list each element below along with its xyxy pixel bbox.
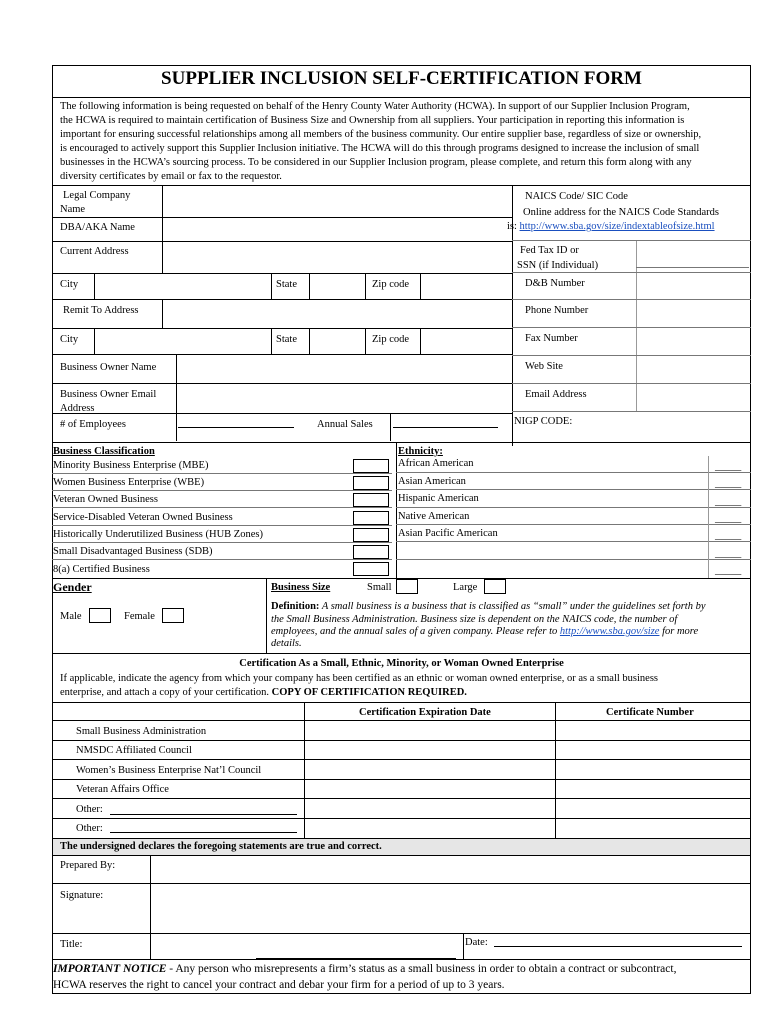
- zip-input[interactable]: [421, 329, 511, 353]
- size-definition-line3: employees, and the annual sales of a given company. Please refer to http://www.sba.gov/size for more: [271, 626, 699, 637]
- classification-heading: Business Classification: [53, 446, 155, 457]
- signature-input[interactable]: [151, 884, 750, 932]
- employees-input[interactable]: [178, 427, 294, 428]
- col-number-header: Certificate Number: [606, 707, 694, 718]
- large-label: Large: [453, 582, 478, 593]
- zip-label: Zip code: [372, 334, 410, 345]
- certification-text-2: enterprise, and attach a copy of your certification. COPY OF CERTIFICATION REQUIRED.: [60, 687, 467, 698]
- male-checkbox[interactable]: [89, 608, 111, 623]
- agency-other-label: Other:: [76, 823, 103, 834]
- classification-item: Small Disadvantaged Business (SDB): [53, 546, 213, 557]
- agency-other-input[interactable]: [110, 814, 297, 815]
- dnb-input[interactable]: [637, 273, 749, 298]
- size-definition-line4: details.: [271, 638, 302, 649]
- intro-line: diversity certificates by email or fax to the requestor.: [60, 171, 282, 182]
- ssn-label: SSN (if Individual): [517, 260, 599, 271]
- size-definition-line1: Definition: A small business is a business that is classified as “small” under the guidelines set forth by: [271, 601, 706, 612]
- zip-label: Zip code: [372, 279, 410, 290]
- prepared-by-label: Prepared By:: [60, 860, 116, 871]
- date-label: Date:: [465, 937, 488, 948]
- ethnicity-item: African American: [398, 458, 474, 469]
- city-input[interactable]: [95, 274, 270, 298]
- agency-va: Veteran Affairs Office: [76, 784, 169, 795]
- agency-other-input[interactable]: [110, 832, 297, 833]
- ethnicity-extra-blank[interactable]: _____: [715, 548, 742, 559]
- ethnicity-item: Native American: [398, 511, 470, 522]
- hispanic-american-blank[interactable]: _____: [715, 496, 742, 507]
- title-label: Title:: [60, 939, 83, 950]
- employees-label: # of Employees: [60, 419, 126, 430]
- fax-input[interactable]: [637, 328, 749, 354]
- current-address-input[interactable]: [162, 241, 513, 274]
- annual-sales-label: Annual Sales: [317, 419, 373, 430]
- intro-line: The following information is being requested on behalf of the Henry County Water Authority (HCWA). In support of our Supplier Inclusion Program,: [60, 101, 690, 112]
- classification-item: Veteran Owned Business: [53, 494, 158, 505]
- title-input[interactable]: [151, 934, 461, 958]
- nigp-label: NIGP CODE:: [514, 416, 573, 427]
- wbe-checkbox[interactable]: [353, 476, 389, 490]
- intro-line: the HCWA is required to maintain certification of Business Size and Ownership from all suppliers. Your participation in reporting this information is: [60, 115, 685, 126]
- fax-label: Fax Number: [525, 333, 578, 344]
- native-american-blank[interactable]: _____: [715, 513, 742, 524]
- remit-input[interactable]: [162, 299, 513, 329]
- agency-wbenc: Women’s Business Enterprise Nat’l Council: [76, 765, 262, 776]
- agency-other-label: Other:: [76, 804, 103, 815]
- sba-size-link[interactable]: http://www.sba.gov/size: [559, 626, 660, 637]
- phone-label: Phone Number: [525, 305, 589, 316]
- small-label: Small: [367, 582, 392, 593]
- large-checkbox[interactable]: [484, 579, 506, 594]
- phone-input[interactable]: [637, 300, 749, 326]
- ethnicity-item: Asian Pacific American: [398, 528, 498, 539]
- state-input[interactable]: [310, 329, 365, 353]
- important-notice-line2: HCWA reserves the right to cancel your contract and debar your firm for a period of up to 3 years.: [53, 979, 505, 991]
- intro-line: is encouraged to actively support this Supplier Inclusion initiative. The HCWA will do this through programs designed to increase the inclusion of small: [60, 143, 700, 154]
- gender-heading: Gender: [53, 580, 92, 594]
- legal-company-label-2: Name: [60, 204, 86, 215]
- sdvob-checkbox[interactable]: [353, 511, 389, 525]
- mbe-checkbox[interactable]: [353, 459, 389, 473]
- dba-label: DBA/AKA Name: [60, 222, 135, 233]
- classification-item: Historically Underutilized Business (HUB Zones): [53, 529, 263, 540]
- web-label: Web Site: [525, 361, 563, 372]
- owner-name-input[interactable]: [177, 355, 511, 382]
- certification-heading: Certification As a Small, Ethnic, Minority, or Woman Owned Enterprise: [239, 658, 564, 669]
- ethnicity-extra-blank[interactable]: _____: [715, 565, 742, 576]
- male-label: Male: [60, 611, 82, 622]
- city-label: City: [60, 334, 79, 345]
- classification-item: Women Business Enterprise (WBE): [53, 477, 205, 488]
- agency-sba: Small Business Administration: [76, 726, 207, 737]
- date-input[interactable]: [494, 946, 742, 947]
- naics-link[interactable]: http://www.sba.gov/size/indextableofsize.html: [519, 221, 715, 232]
- signature-label: Signature:: [60, 890, 104, 901]
- email-input[interactable]: [637, 384, 749, 410]
- state-label: State: [276, 279, 297, 290]
- annual-sales-input[interactable]: [393, 427, 498, 428]
- dba-input[interactable]: [163, 218, 511, 240]
- veteran-checkbox[interactable]: [353, 493, 389, 507]
- naics-link-line: is: http://www.sba.gov/size/indextableofsize.html: [507, 221, 715, 232]
- classification-item: Minority Business Enterprise (MBE): [53, 460, 209, 471]
- agency-nmsdc: NMSDC Affiliated Council: [76, 745, 192, 756]
- 8a-checkbox[interactable]: [353, 562, 389, 576]
- important-notice-line1: IMPORTANT NOTICE - Any person who misrepresents a firm’s status as a small business in order to obtain a contract or subcontract,: [53, 963, 677, 975]
- classification-item: 8(a) Certified Business: [53, 564, 150, 575]
- state-input[interactable]: [310, 274, 365, 298]
- female-checkbox[interactable]: [162, 608, 184, 623]
- declaration-text: The undersigned declares the foregoing statements are true and correct.: [60, 841, 382, 852]
- owner-email-label-2: Address: [60, 403, 95, 414]
- owner-email-input[interactable]: [177, 384, 511, 412]
- ethnicity-heading: Ethnicity:: [398, 446, 443, 457]
- dnb-label: D&B Number: [525, 278, 585, 289]
- city-input[interactable]: [95, 329, 270, 353]
- page-title: SUPPLIER INCLUSION SELF-CERTIFICATION FORM: [161, 68, 642, 89]
- size-heading: Business Size: [271, 582, 331, 593]
- classification-item: Service-Disabled Veteran Owned Business: [53, 512, 233, 523]
- state-label: State: [276, 334, 297, 345]
- owner-name-label: Business Owner Name: [60, 362, 157, 373]
- legal-company-label: Legal Company: [63, 190, 131, 201]
- owner-email-label: Business Owner Email: [60, 389, 157, 400]
- email-label: Email Address: [525, 389, 587, 400]
- fed-tax-input[interactable]: [637, 242, 749, 266]
- asian-pacific-blank[interactable]: _____: [715, 530, 742, 541]
- size-definition-line2: the Small Business Administration. Business size is dependent on the NAICS code, the number of: [271, 614, 678, 625]
- web-input[interactable]: [637, 356, 749, 382]
- small-checkbox[interactable]: [396, 579, 418, 594]
- hub-checkbox[interactable]: [353, 528, 389, 542]
- ethnicity-item: Asian American: [398, 476, 466, 487]
- current-address-label: Current Address: [60, 246, 129, 257]
- sdb-checkbox[interactable]: [353, 545, 389, 559]
- intro-line: important for ensuring successful relationships among all members of the business community. Our entire supplier base, regardless of size or ownership,: [60, 129, 702, 140]
- intro-line: businesses in the HCWA’s sourcing process. To be considered in our Supplier Inclusion program, please complete, and return this form along with any: [60, 157, 692, 168]
- female-label: Female: [124, 611, 155, 622]
- remit-label: Remit To Address: [63, 305, 139, 316]
- fed-tax-label: Fed Tax ID or: [520, 245, 579, 256]
- col-expiration-header: Certification Expiration Date: [359, 707, 491, 718]
- prepared-by-input[interactable]: [151, 856, 750, 882]
- african-american-blank[interactable]: _____: [715, 461, 742, 472]
- asian-american-blank[interactable]: _____: [715, 478, 742, 489]
- naics-online-label: Online address for the NAICS Code Standards: [523, 207, 719, 218]
- city-label: City: [60, 279, 79, 290]
- zip-input[interactable]: [421, 274, 511, 298]
- ethnicity-item: Hispanic American: [398, 493, 479, 504]
- nigp-input[interactable]: [580, 413, 749, 441]
- legal-company-input[interactable]: [163, 187, 511, 216]
- certification-text-1: If applicable, indicate the agency from which your company has been certified as an ethnic or woman owned enterprise, or as a small business: [60, 673, 658, 684]
- naics-label: NAICS Code/ SIC Code: [525, 191, 628, 202]
